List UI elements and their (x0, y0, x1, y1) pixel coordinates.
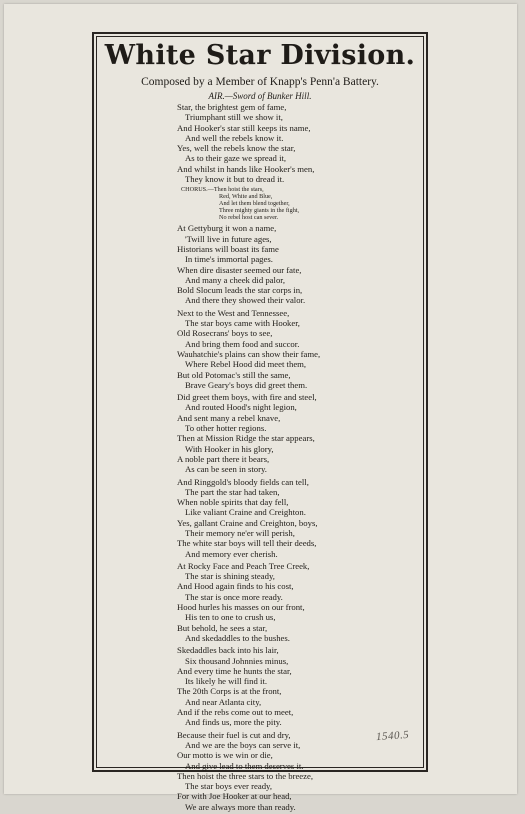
chorus-line: Red, White and Blue, (219, 193, 273, 201)
poem-line: Historians will boast its fame (177, 243, 279, 254)
poem-line: And we are the boys can serve it, (185, 739, 301, 750)
stanza-1 (177, 102, 417, 184)
poem-line: And Hood again finds to his cost, (177, 581, 294, 592)
poem-line: And sent many a rebel knave, (177, 412, 281, 423)
poem-line: Then hoist the three stars to the breeze, (177, 770, 314, 781)
poem-line: And finds us, more the pity. (185, 717, 282, 728)
poem-line: Bold Slocum leads the star corps in, (177, 285, 303, 296)
poem-line: And whilst in hands like Hooker's men, (177, 163, 315, 174)
poem-line: To other hotter regions. (185, 423, 267, 434)
poem-line: We are always more than ready. (185, 801, 296, 812)
chorus-line: Three mighty giants in the fight, (219, 207, 300, 215)
poem-line: And many a cheek did palor, (185, 274, 286, 285)
poem-line: When noble spirits that day fell, (177, 497, 289, 508)
poem-line: As can be seen in story. (185, 464, 267, 475)
stanza-7 (177, 645, 417, 727)
poem-line: Skedaddles back into his lair, (177, 645, 279, 656)
poem-line: With Hooker in his glory, (185, 443, 274, 454)
poem-line: And give lead to them deserves it. (185, 760, 304, 771)
poem-line: Wauhatchie's plains can show their fame, (177, 348, 321, 359)
air-line: AIR.—Sword of Bunker Hill. (208, 91, 312, 101)
poem-line: And there they showed their valor. (185, 295, 306, 306)
poem-line: When dire disaster seemed our fate, (177, 264, 302, 275)
subtitle: Composed by a Member of Knapp's Penn'a Battery. (141, 76, 379, 88)
chorus-line: No rebel host can sever. (219, 214, 279, 222)
poem-line: And Hooker's star still keeps its name, (177, 122, 311, 133)
poem-line: Where Rebel Hood did meet them, (185, 359, 307, 370)
poem-line: Next to the West and Tennessee, (177, 307, 290, 318)
poem-line: Like valiant Craine and Creighton. (185, 507, 306, 518)
handwritten-catalog-number: 1540.5 (375, 728, 410, 744)
page-title: White Star Division. (104, 40, 416, 71)
poem-line: And routed Hood's night legion, (185, 402, 297, 413)
poem-line: A noble part there it bears, (177, 453, 270, 464)
poem-line: Yes, gallant Craine and Creighton, boys, (177, 517, 318, 528)
poem-line: At Gettyburg it won a name, (177, 223, 277, 234)
poem-line: And bring them food and succor. (185, 338, 300, 349)
poem-line: And if the rebs come out to meet, (177, 707, 294, 718)
poem-line: Yes, well the rebels know the star, (177, 143, 296, 154)
stanza-2 (177, 223, 417, 305)
poem-line: Because their fuel is cut and dry, (177, 729, 291, 740)
poem-line: For with Joe Hooker at our head, (177, 791, 292, 802)
poem-line: And near Atlanta city, (185, 696, 262, 707)
poem-line: The 20th Corps is at the front, (177, 686, 282, 697)
poem-line: Triumphant still we show it, (185, 112, 283, 123)
poem-line: Our motto is we win or die, (177, 750, 273, 761)
chorus-line: CHORUS.—Then hoist the stars, (181, 186, 264, 194)
poem-line: 'Twill live in future ages, (185, 233, 272, 244)
stanza-3 (177, 308, 417, 390)
poem-line: Star, the brightest gem of fame, (177, 102, 287, 112)
poem-line: And every time he hunts the star, (177, 665, 292, 676)
poem-line: And memory ever cherish. (185, 548, 278, 559)
poem-area (92, 32, 428, 812)
poem-line: But behold, he sees a star, (177, 622, 268, 633)
poem-line: Their memory ne'er will perish, (185, 527, 295, 538)
poem-body (177, 102, 417, 814)
poem-line: Six thousand Johnnies minus, (185, 655, 289, 666)
poem-line: Brave Geary's boys did greet them. (185, 379, 308, 390)
poem-line: His ten to one to crush us, (185, 612, 276, 623)
poem-line: Hood hurles his masses on our front, (177, 602, 305, 613)
poem-line: Then at Mission Ridge the star appears, (177, 433, 315, 444)
chorus-line: And let them blend together, (219, 200, 290, 208)
poem-line: The star is shining steady, (185, 571, 275, 582)
poem-line: The part the star had taken, (185, 486, 280, 497)
chorus (181, 186, 417, 221)
poem-line: The white star boys will tell their deeds, (177, 538, 317, 549)
poem-line: And Ringgold's bloody fields can tell, (177, 476, 309, 487)
stanza-6 (177, 561, 417, 643)
poem-line: Did greet them boys, with fire and steel, (177, 392, 317, 403)
poem-line: But old Potomac's still the same, (177, 369, 291, 380)
stanza-4 (177, 392, 417, 474)
poem-line: The star boys ever ready, (185, 781, 272, 792)
poem-line: And well the rebels know it. (185, 132, 284, 143)
stanza-5 (177, 477, 417, 559)
poem-line: Its likely he will find it. (185, 676, 268, 687)
poem-line: In time's immortal pages. (185, 254, 273, 265)
poem-line: The star is once more ready. (185, 591, 283, 602)
poem-line: As to their gaze we spread it, (185, 153, 287, 164)
poem-line: At Rocky Face and Peach Tree Creek, (177, 560, 310, 571)
poem-line: The star boys came with Hooker, (185, 318, 300, 329)
poem-line: They know it but to dread it. (185, 174, 285, 185)
poem-line: Old Rosecrans' boys to see, (177, 328, 273, 339)
poem-line: And skedaddles to the bushes. (185, 632, 290, 643)
